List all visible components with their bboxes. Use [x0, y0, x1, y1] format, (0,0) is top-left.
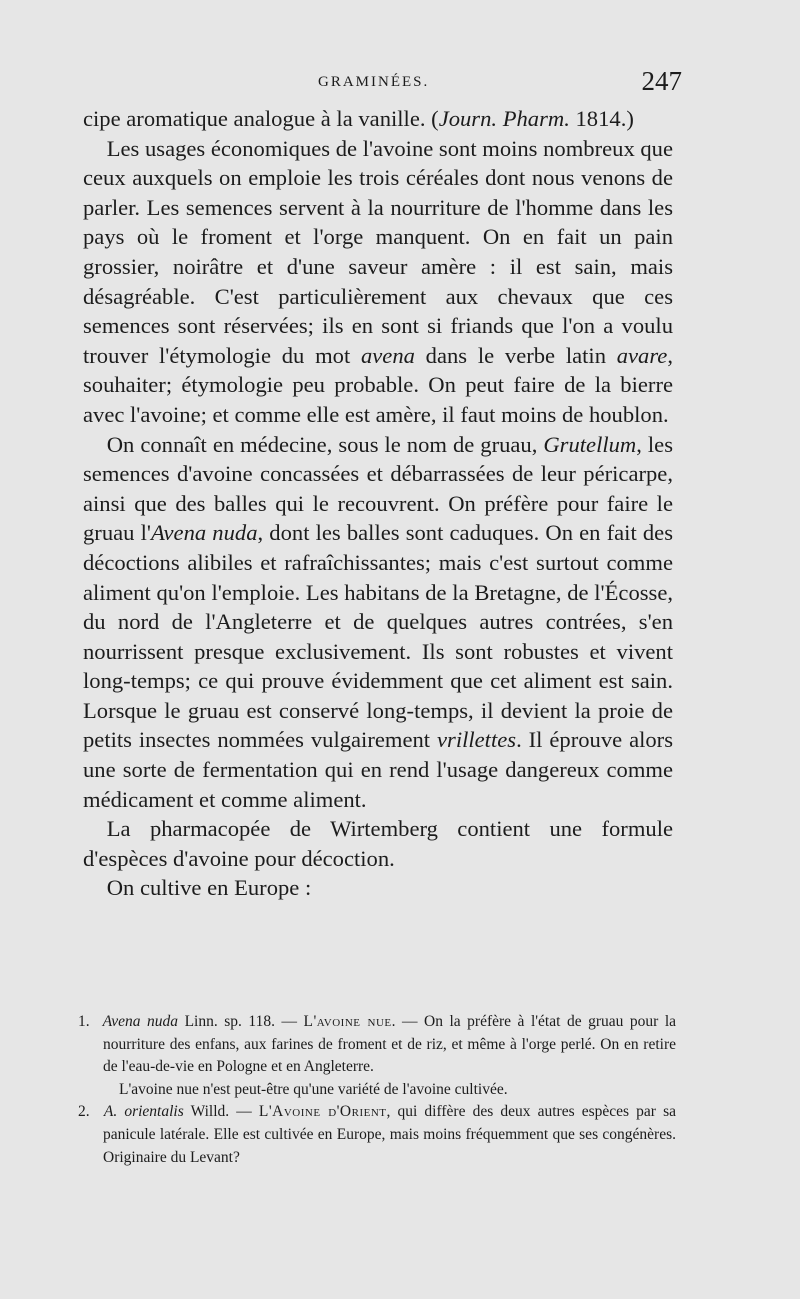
paragraph-4: La pharmacopée de Wirtemberg contient une formule d'espèces d'avoine pour décoction. — [83, 816, 673, 871]
main-text — [83, 104, 673, 903]
note-1: 1. Avena nuda Linn. sp. 118. — L'avoine nue. — On la préfère à l'état de gruau pour la nourriture des enfans, aux farines de froment et de riz, et même à l'orge perlé. On en retire de l'eau-de-vie en Pologne et en Angleterre. — [78, 1013, 677, 1076]
page-header — [62, 68, 680, 108]
species-notes — [78, 1011, 676, 1169]
paragraph-5: On cultive en Europe : — [106, 875, 312, 901]
note-2: 2. A. orientalis Willd. — L'Avoine d'Orient, qui diffère des deux autres espèces par sa panicule latérale. Elle est cultivée en Europe, mais moins fréquemment que ses congénères. Originaire du Levant? — [78, 1103, 677, 1166]
paragraph-2: Les usages économiques de l'avoine sont moins nombreux que ceux auxquels on emploie les trois céréales dont nous venons de parler. Les semences servent à la nourriture de l'homme dans les pays où le froment et l'orge manquent. On en fait un pain grossier, noirâtre et d'une saveur amère : il est sain, mais désagréable. C'est particulièrement aux chevaux que ces semences sont réservées; ils en sont si friands que l'on a voulu trouver l'étymologie du mot avena dans le verbe latin avare, souhaiter; étymologie peu probable. On peut faire de la bierre avec l'avoine; et comme elle est amère, il faut moins de houblon. — [83, 135, 674, 427]
note-1-continuation: L'avoine nue n'est peut-être qu'une variété de l'avoine cultivée. — [119, 1080, 508, 1098]
paragraph-1: cipe aromatique analogue à la vanille. (Journ. Pharm. 1814.) — [83, 106, 634, 131]
page-number: 247 — [641, 66, 682, 96]
running-title: GRAMINÉES. — [318, 74, 430, 90]
paragraph-3: On connaît en médecine, sous le nom de gruau, Grutellum, les semences d'avoine concassées et débarrassées de leur péricarpe, ainsi que des balles qui le recouvrent. On préfère pour faire le gruau l'Avena nuda, dont les balles sont caduques. On en fait des décoctions alibiles et rafraîchissantes; mais c'est surtout comme aliment qu'on l'emploie. Les habitans de la Bretagne, de l'Écosse, du nord de l'Angleterre et de quelques autres contrées, s'en nourrissent presque exclusivement. Ils sont robustes et vivent long-temps; ce qui prouve évidemment que cet aliment est sain. Lorsque le gruau est conservé long-temps, il devient la proie de petits insectes nommées vulgairement vrillettes. Il éprouve alors une sorte de fermentation qui en rend l'usage dangereux comme médicament et comme aliment. — [83, 431, 673, 812]
